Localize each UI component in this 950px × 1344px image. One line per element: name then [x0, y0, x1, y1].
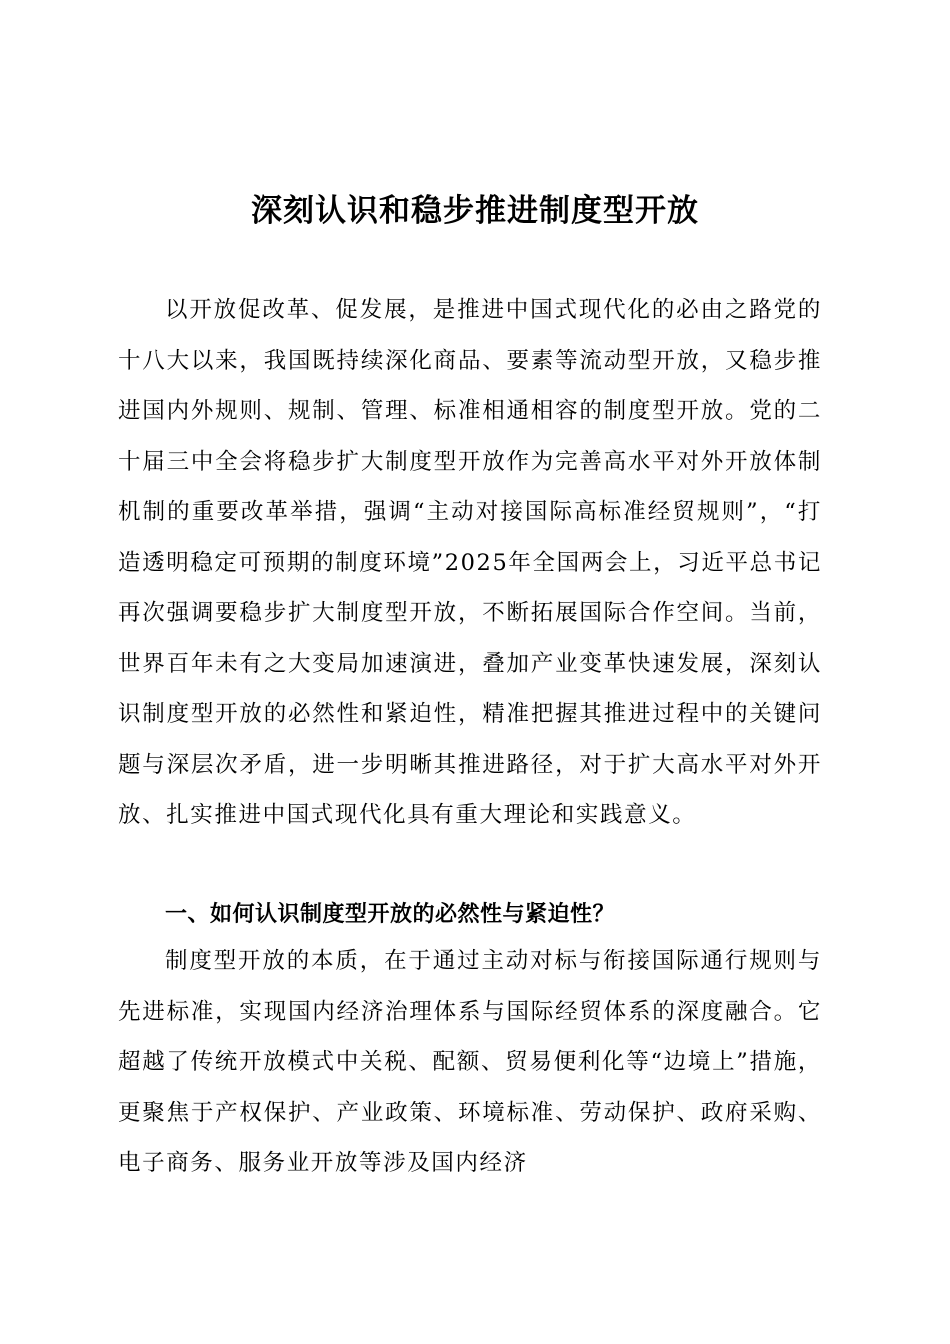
intro-paragraph: 以开放促改革、促发展，是推进中国式现代化的必由之路党的十八大以来，我国既持续深化商品、要素等流动型开放，又稳步推进国内外规则、规制、管理、标准相通相容的制度型开放。党的二十届三中全会将稳步扩大制度型开放作为完善高水平对外开放体制机制的重要改革举措，强调“主动对接国际高标准经贸规则”，“打造透明稳定可预期的制度环境”2025年全国两会上，习近平总书记再次强调要稳步扩大制度型开放，不断拓展国际合作空间。当前，世界百年未有之大变局加速演进，叠加产业变革快速发展，深刻认识制度型开放的必然性和紧迫性，精准把握其推进过程中的关键问题与深层次矛盾，进一步明晰其推进路径，对于扩大高水平对外开放、扎实推进中国式现代化具有重大理论和实践意义。: [118, 297, 822, 828]
section-paragraph: 制度型开放的本质，在于通过主动对标与衔接国际通行规则与先进标准，实现国内经济治理体系与国际经贸体系的深度融合。它超越了传统开放模式中关税、配额、贸易便利化等“边境上”措施，更聚焦于产权保护、产业政策、环境标准、劳动保护、政府采购、电子商务、服务业开放等涉及国内经济: [118, 948, 822, 1176]
document-title: 深刻认识和稳步推进制度型开放: [251, 193, 699, 229]
section-heading: 一、如何认识制度型开放的必然性与紧迫性？: [165, 902, 616, 927]
